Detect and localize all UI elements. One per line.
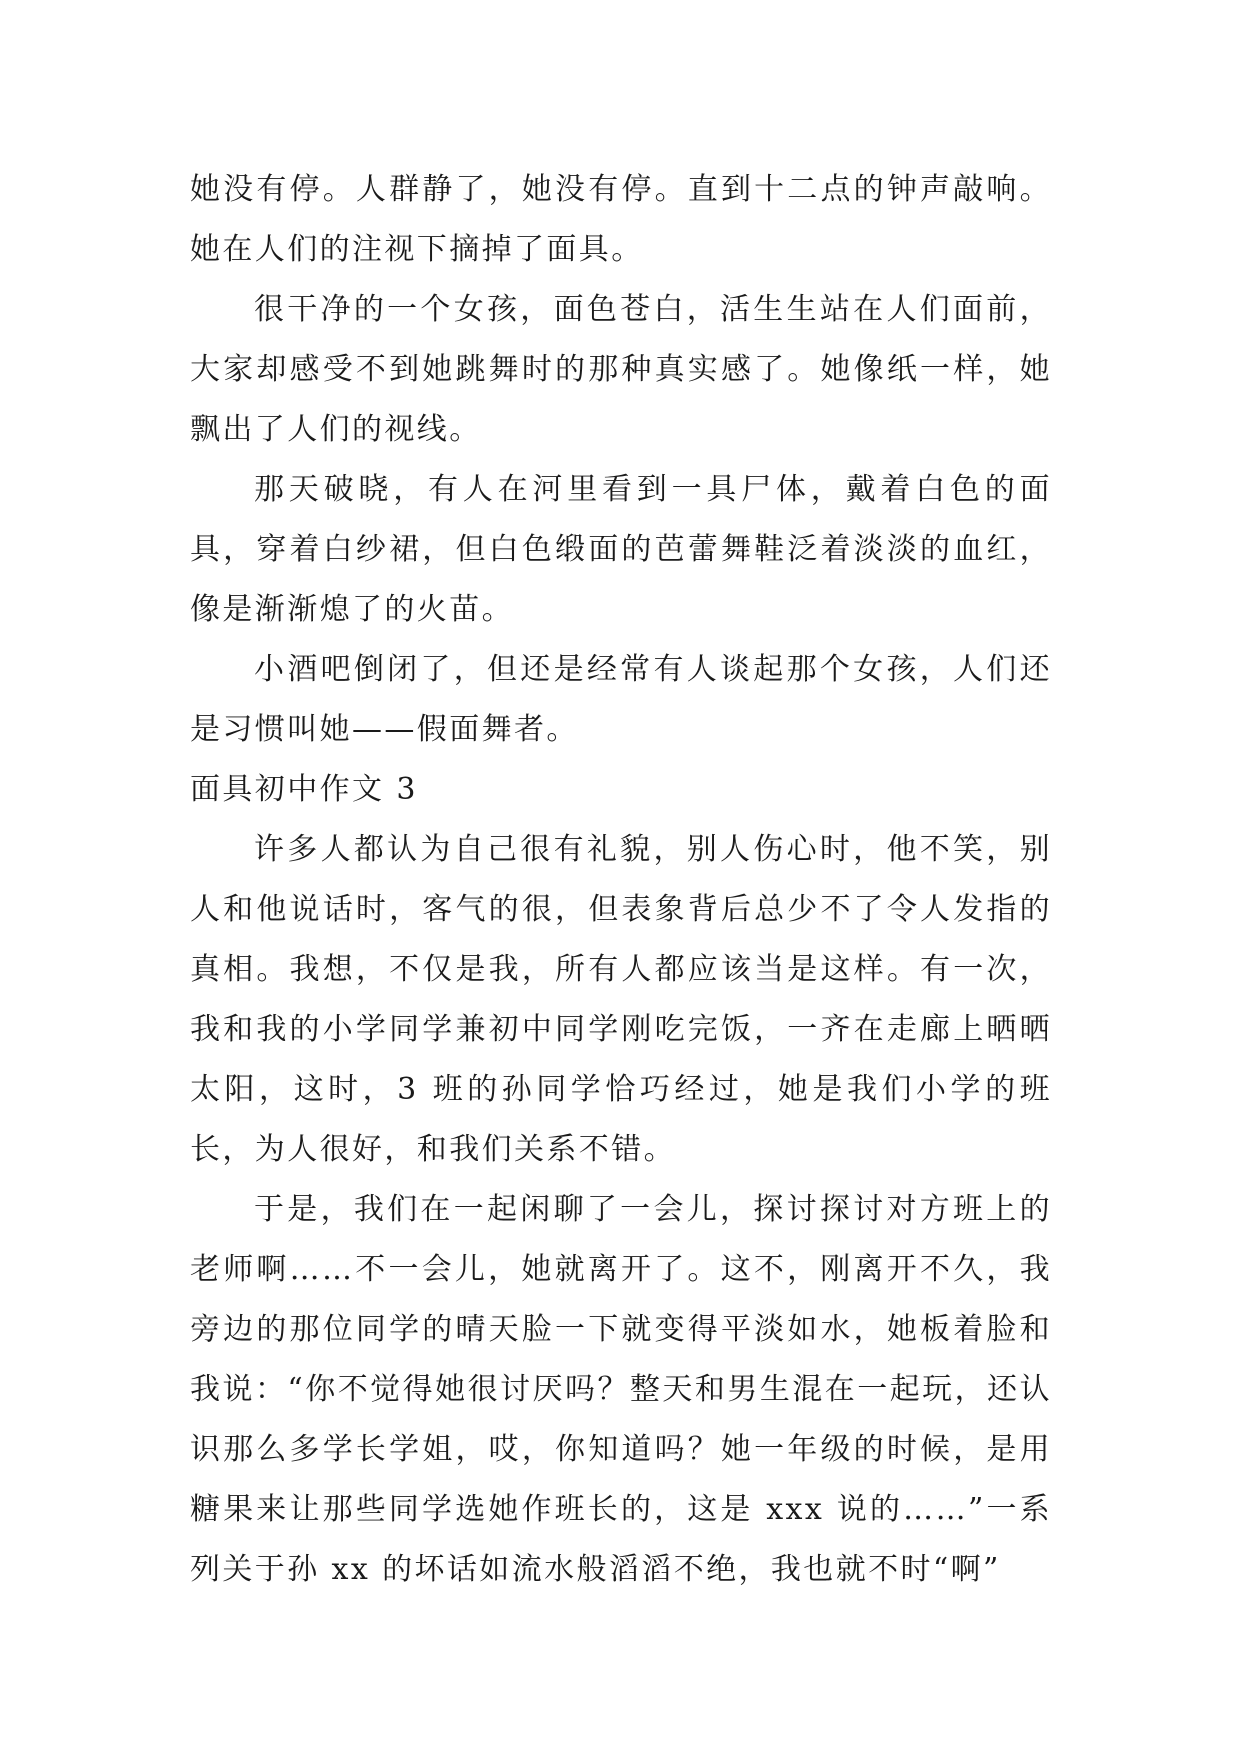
paragraph-4: 小酒吧倒闭了，但还是经常有人谈起那个女孩，人们还是习惯叫她——假面舞者。 (190, 652, 1052, 747)
section-paragraph-2: 于是，我们在一起闲聊了一会儿，探讨探讨对方班上的老师啊……不一会儿，她就离开了。这不，刚离开不久，我旁边的那位同学的晴天脸一下就变得平淡如水，她板着脸和我说：“你不觉得她很讨厌吗？整天和男生混在一起玩，还认识那么多学长学姐，哎，你知道吗？她一年级的时候，是用糖果来让那些同学选她作班长的，这是 xxx 说的……”一系列关于孙 xx 的坏话如流水般滔滔不绝，我也就不时“啊” (190, 1192, 1052, 1587)
document-body (190, 160, 1052, 1600)
paragraph-2: 很干净的一个女孩，面色苍白，活生生站在人们面前，大家却感受不到她跳舞时的那种真实感了。她像纸一样，她飘出了人们的视线。 (190, 292, 1052, 447)
section-title: 面具初中作文 3 (190, 772, 418, 807)
paragraph-1: 她没有停。人群静了，她没有停。直到十二点的钟声敲响。她在人们的注视下摘掉了面具。 (190, 172, 1052, 267)
section-paragraph-1: 许多人都认为自己很有礼貌，别人伤心时，他不笑，别人和他说话时，客气的很，但表象背后总少不了令人发指的真相。我想，不仅是我，所有人都应该当是这样。有一次，我和我的小学同学兼初中同学刚吃完饭，一齐在走廊上晒晒太阳，这时，3 班的孙同学恰巧经过，她是我们小学的班长，为人很好，和我们关系不错。 (190, 832, 1052, 1167)
paragraph-3: 那天破晓，有人在河里看到一具尸体，戴着白色的面具，穿着白纱裙，但白色缎面的芭蕾舞鞋泛着淡淡的血红，像是渐渐熄了的火苗。 (190, 472, 1052, 627)
